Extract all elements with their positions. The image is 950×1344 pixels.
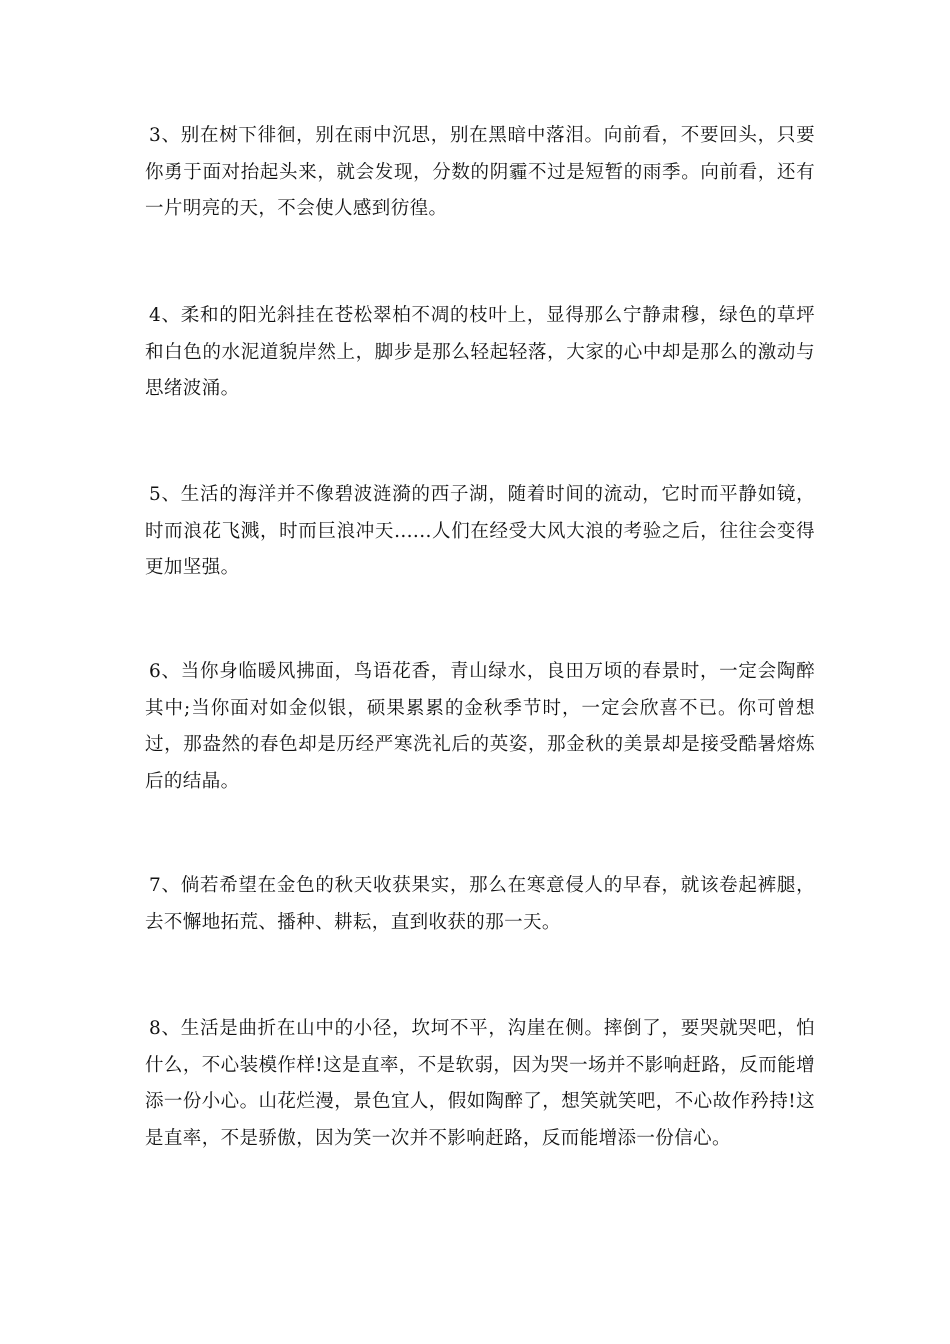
paragraph-6: 6、当你身临暖风拂面，鸟语花香，青山绿水，良田万顷的春景时，一定会陶醉其中;当你面对如金似银，硕果累累的金秋季节时，一定会欣喜不已。你可曾想过，那盎然的春色却是历经严寒洗礼后的英姿，那金秋的美景却是接受酷暑熔炼后的结晶。 bbox=[145, 661, 815, 792]
paragraph-3: 3、别在树下徘徊，别在雨中沉思，别在黑暗中落泪。向前看，不要回头，只要你勇于面对抬起头来，就会发现，分数的阴霾不过是短暂的雨季。向前看，还有一片明亮的天，不会使人感到彷徨。 bbox=[145, 125, 815, 219]
paragraph-8: 8、生活是曲折在山中的小径，坎坷不平，沟崖在侧。摔倒了，要哭就哭吧，怕什么，不心装模作样!这是直率，不是软弱，因为哭一场并不影响赶路，反而能增添一份小心。山花烂漫，景色宜人，假如陶醉了，想笑就笑吧，不心故作矜持!这是直率，不是骄傲，因为笑一次并不影响赶路，反而能增添一份信心。 bbox=[145, 1018, 815, 1149]
paragraph-7: 7、倘若希望在金色的秋天收获果实，那么在寒意侵人的早春，就该卷起裤腿，去不懈地拓荒、播种、耕耘，直到收获的那一天。 bbox=[145, 875, 815, 933]
paragraph-4: 4、柔和的阳光斜挂在苍松翠柏不凋的枝叶上，显得那么宁静肃穆，绿色的草坪和白色的水泥道貌岸然上，脚步是那么轻起轻落，大家的心中却是那么的激动与思绪波涌。 bbox=[145, 305, 815, 399]
paragraph-5: 5、生活的海洋并不像碧波涟漪的西子湖，随着时间的流动，它时而平静如镜，时而浪花飞溅，时而巨浪冲天......人们在经受大风大浪的考验之后，往往会变得更加坚强。 bbox=[145, 484, 815, 578]
